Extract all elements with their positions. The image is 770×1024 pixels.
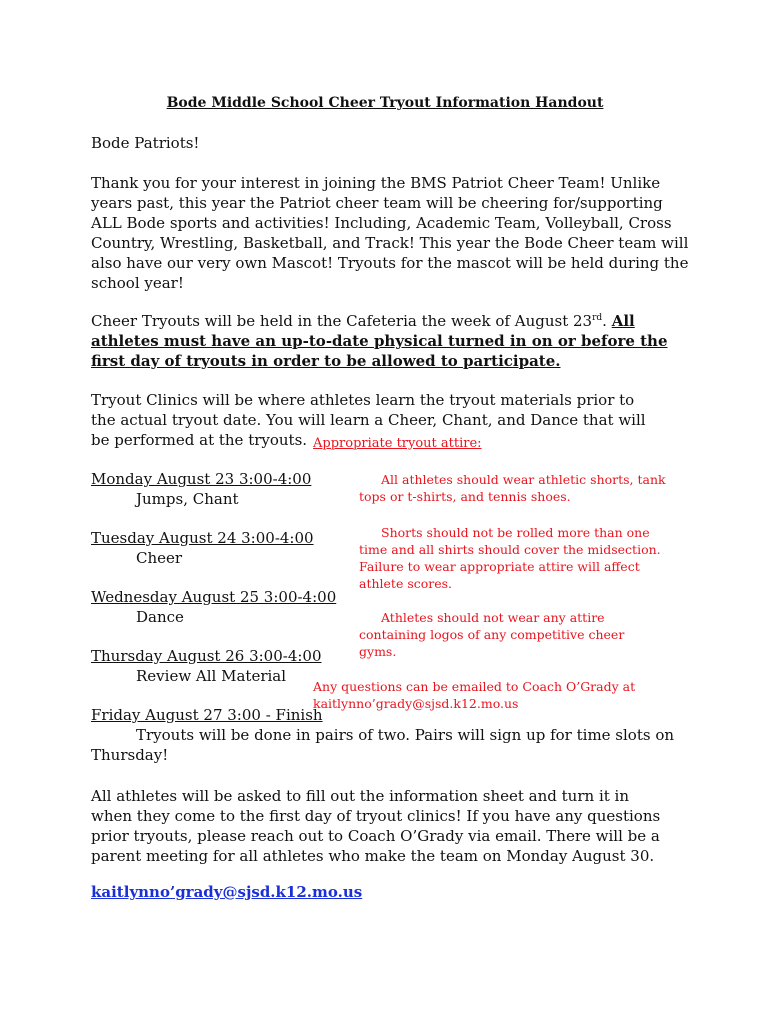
greeting: Bode Patriots! <box>91 134 200 152</box>
questions-line-1: Any questions can be emailed to Coach O’Grady at <box>313 679 636 694</box>
schedule-wednesday <box>91 587 336 627</box>
clinics-paragraph: Tryout Clinics will be where athletes learn the tryout materials prior to the actual tryout date. You will learn a Cheer, Chant, and Dance that will be performed at the tryouts. <box>91 391 646 449</box>
schedule-day: Friday August 27 3:00 - Finish <box>91 706 323 724</box>
schedule-day: Thursday August 26 3:00-4:00 <box>91 647 322 665</box>
intro-paragraph: Thank you for your interest in joining the BMS Patriot Cheer Team! Unlike years past, this year the Patriot cheer team will be cheering for/supporting ALL Bode sports and activities! Including, Academic Team, Volleyball, Cross Country, Wrestling, Basketball, and Track! This year the Bode Cheer team will also have our very own Mascot! Tryouts for the mascot will be held during the school year! <box>91 174 689 292</box>
schedule-day: Monday August 23 3:00-4:00 <box>91 470 312 488</box>
schedule-day: Wednesday August 25 3:00-4:00 <box>91 588 337 606</box>
schedule-activity: Review All Material <box>136 667 287 685</box>
schedule-activity: Cheer <box>136 549 183 567</box>
schedule-day: Tuesday August 24 3:00-4:00 <box>91 529 314 547</box>
closing-paragraph: All athletes will be asked to fill out the information sheet and turn it in when they come to the first day of tryout clinics! If you have any questions prior tryouts, please reach out to Coach O’Grady via email. There will be a parent meeting for all athletes who make the team on Monday August 30. <box>91 787 661 865</box>
attire-rule-text: Shorts should not be rolled more than one time and all shirts should cover the midsection. Failure to wear appropriate attire will affect athlete scores. <box>359 525 661 591</box>
questions-email: kaitlynno’grady@sjsd.k12.mo.us <box>313 696 519 711</box>
schedule-activity: Dance <box>136 608 184 626</box>
tryouts-sup: rd <box>592 313 603 323</box>
tryouts-paragraph <box>91 311 691 371</box>
schedule-friday <box>91 705 323 725</box>
schedule-activity: Jumps, Chant <box>136 490 239 508</box>
attire-rule-2 <box>359 524 669 592</box>
schedule-thursday <box>91 646 322 686</box>
attire-heading: Appropriate tryout attire: <box>313 436 482 451</box>
tryouts-lead: Cheer Tryouts will be held in the Cafeteria the week of August 23 <box>91 312 593 330</box>
attire-rule-3 <box>359 609 649 660</box>
document-title: Bode Middle School Cheer Tryout Information Handout <box>166 95 604 111</box>
attire-rule-1 <box>359 471 669 505</box>
attire-rule-text: Athletes should not wear any attire containing logos of any competitive cheer gyms. <box>359 610 625 659</box>
attire-rule-text: All athletes should wear athletic shorts, tank tops or t-shirts, and tennis shoes. <box>359 472 666 504</box>
physical-requirement: All athletes must have an up-to-date physical turned in on or before the first day of tryouts in order to be allowed to participate. <box>91 312 668 370</box>
tryouts-after-sup: . <box>602 312 612 330</box>
schedule-tuesday <box>91 528 314 568</box>
schedule-monday <box>91 469 311 509</box>
contact-email-link[interactable]: kaitlynno’grady@sjsd.k12.mo.us <box>91 883 363 901</box>
schedule-friday-activity: Tryouts will be done in pairs of two. Pairs will sign up for time slots on Thursday! <box>91 726 675 764</box>
